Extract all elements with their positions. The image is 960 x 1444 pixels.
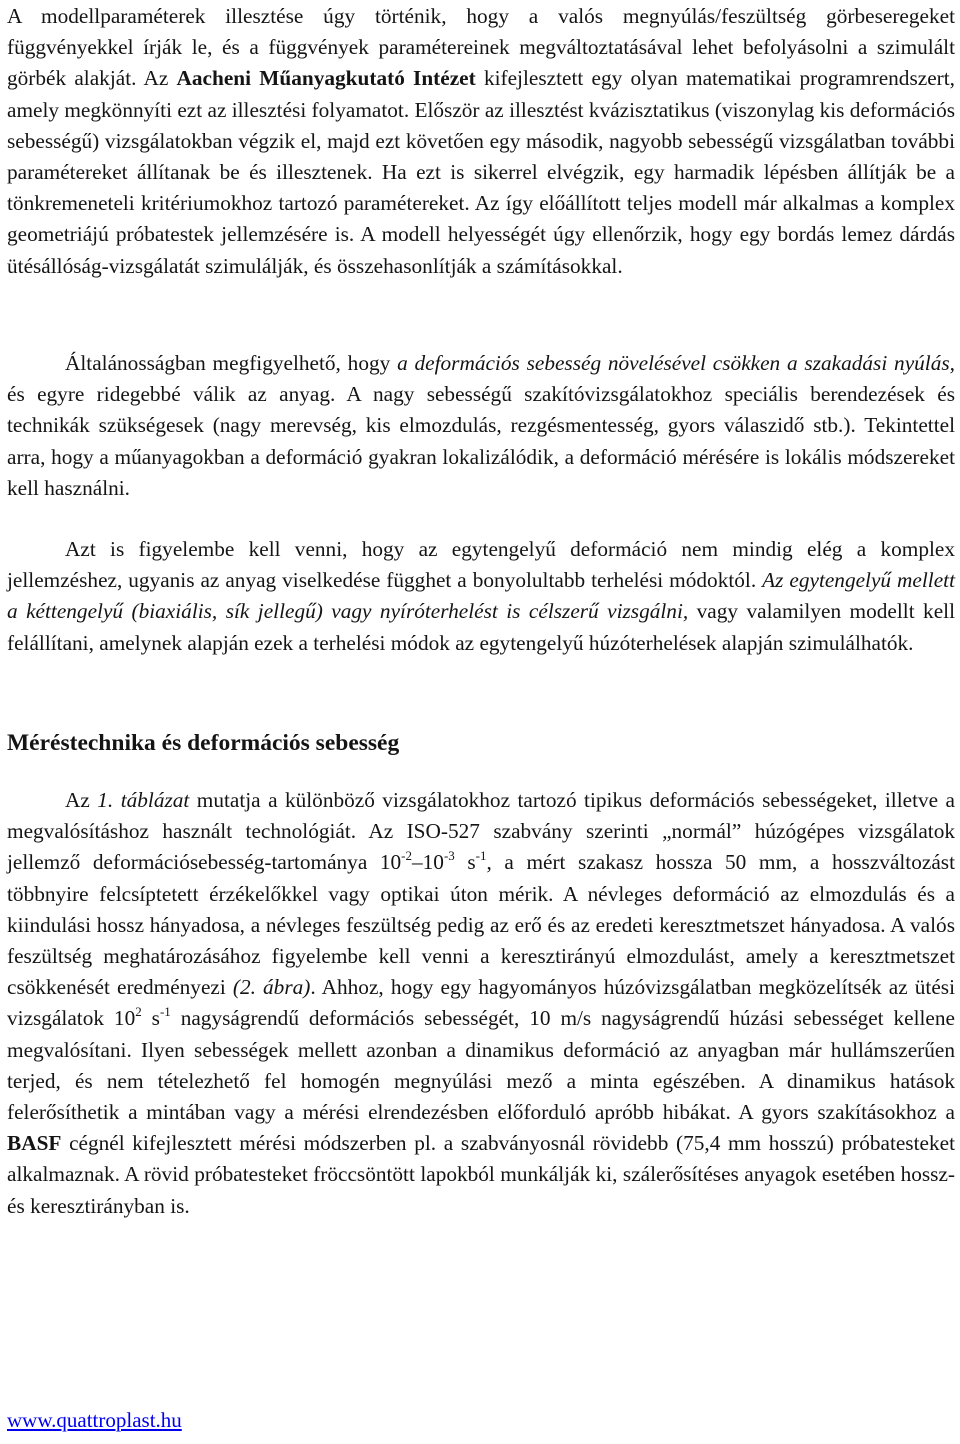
superscript: 2 xyxy=(135,1004,142,1020)
figure-reference: (2. ábra) xyxy=(232,975,311,1000)
footer-website-link[interactable]: www.quattroplast.hu xyxy=(7,1408,182,1432)
paragraph-model-fitting xyxy=(7,1,955,282)
table-reference: 1. táblázat xyxy=(97,788,190,812)
text-run: –10 xyxy=(412,850,444,875)
paragraph-deformation-rate xyxy=(7,348,955,504)
text-run: Az xyxy=(65,788,98,812)
italic-emphasis: a deformációs sebesség növelésével csökken a szakadási nyúlás, xyxy=(397,351,955,375)
company-name: BASF xyxy=(7,1131,62,1156)
section-heading: Méréstechnika és deformációs sebesség xyxy=(7,730,400,756)
text-run: , a mért szakasz hossza 50 mm, a hosszváltozást többnyire felcsíptetett érzékelőkkel vagy optikai úton mérik. A névleges deformáció az elmozdulás és a kiindulási hossz hányadosa, a névleges feszültség pedig az erő és az eredeti keresztmetszet hányadosa. A valós feszültség meghatározásához figyelembe kell venni a keresztirányú elmozdulást, amely a keresztmetszet csökkenését eredményezi xyxy=(7,850,955,1000)
superscript: -3 xyxy=(443,848,455,864)
institute-name: Aacheni Műanyagkutató Intézet xyxy=(176,66,476,91)
text-run: vagy valamilyen modellt kell felállítani, amelynek alapján ezek a terhelési módok az egytengelyű húzóterhelések alapján szimulálhatók. xyxy=(7,599,955,655)
text-run: és egyre ridegebbé válik az anyag. A nagy sebességű szakítóvizsgálatokhoz speciális berendezések és technikák szükségesek (nagy merevség, kis elmozdulás, rezgésmentesség, gyors válaszidő stb.). Tekintettel arra, hogy a műanyagokban a deformáció gyakran lokalizálódik, a deformáció mérésére is lokális módszereket kell használni. xyxy=(7,382,955,500)
paragraph-biaxial xyxy=(7,534,955,659)
italic-emphasis: Az egytengelyű mellett a kéttengelyű (biaxiális, sík jellegű) vagy nyíróterhelést is célszerű vizsgálni, xyxy=(7,568,955,624)
paragraph-measurement xyxy=(7,785,955,1222)
text-run: . Ahhoz, hogy egy hagyományos húzóvizsgálatban megközelítsék az ütési vizsgálatok 10 xyxy=(7,975,956,1031)
text-run: A modellparaméterek illesztése úgy történik, hogy a valós megnyúlás/feszültség görbeseregeket függvényekkel írják le, és a függvények paramétereinek megváltoztatásával lehet befolyásolni a szimulált görbék alakját. Az xyxy=(7,4,955,91)
text-run: kifejlesztett egy olyan matematikai programrendszert, amely megkönnyíti ezt az illesztési folyamatot. Először az illesztést kvázisztatikus (viszonylag kis deformációs sebességű) vizsgálatokban végzik el, majd ezt követően egy második, nagyobb sebességű vizsgálatban további paramétereket állítanak be és illesztenek. Ha ezt is sikerrel elvégzik, egy harmadik lépésben állítják be a tönkremeneteli kritériumokhoz tartozó paramétereket. Az így előállított teljes modell már alkalmas a komplex geometriájú próbatestek jellemzésére is. A modell helyességét úgy ellenőrzik, hogy egy bordás lemez dárdás ütésállóság-vizsgálatát szimulálják, és összehasonlítják a számításokkal. xyxy=(7,66,956,278)
text-run: Általánosságban megfigyelhető, hogy xyxy=(65,351,398,375)
text-run: nagyságrendű deformációs sebességét, 10 m/s nagyságrendű húzási sebességet kellene megvalósítani. Ilyen sebességek mellett azonban a dinamikus deformáció az anyagban már hullámszerűen terjed, és nem tételezhető fel homogén megnyúlási mező a minta egészében. A dinamikus hatások felerősíthetik a mintában vagy a mérési elrendezésben előforduló apróbb hibákat. A gyors szakításokhoz a xyxy=(7,1006,955,1125)
superscript: -1 xyxy=(475,848,487,864)
superscript: -2 xyxy=(401,848,412,864)
text-run: s xyxy=(454,850,476,875)
text-run: Azt is figyelembe kell venni, hogy az egytengelyű deformáció nem mindig elég a komplex jellemzéshez, ugyanis az anyag viselkedése függhet a bonyolultabb terhelési módoktól. xyxy=(7,537,955,593)
superscript: -1 xyxy=(159,1004,171,1020)
text-run: mutatja a különböző vizsgálatokhoz tartozó tipikus deformációs sebességeket, illetve a megvalósításhoz használt technológiát. Az ISO-527 szabvány szerinti „normál” húzógépes vizsgálatok jellemző deformációsebesség-tartománya 10 xyxy=(7,788,955,875)
text-run: s xyxy=(141,1006,160,1031)
text-run: cégnél kifejlesztett mérési módszerben pl. a szabványosnál rövidebb (75,4 mm hosszú) próbatesteket alkalmaznak. A rövid próbatesteket fröccsöntött lapokból munkálják ki, szálerősítéses anyagok esetében hossz- és keresztirányban is. xyxy=(7,1131,955,1218)
